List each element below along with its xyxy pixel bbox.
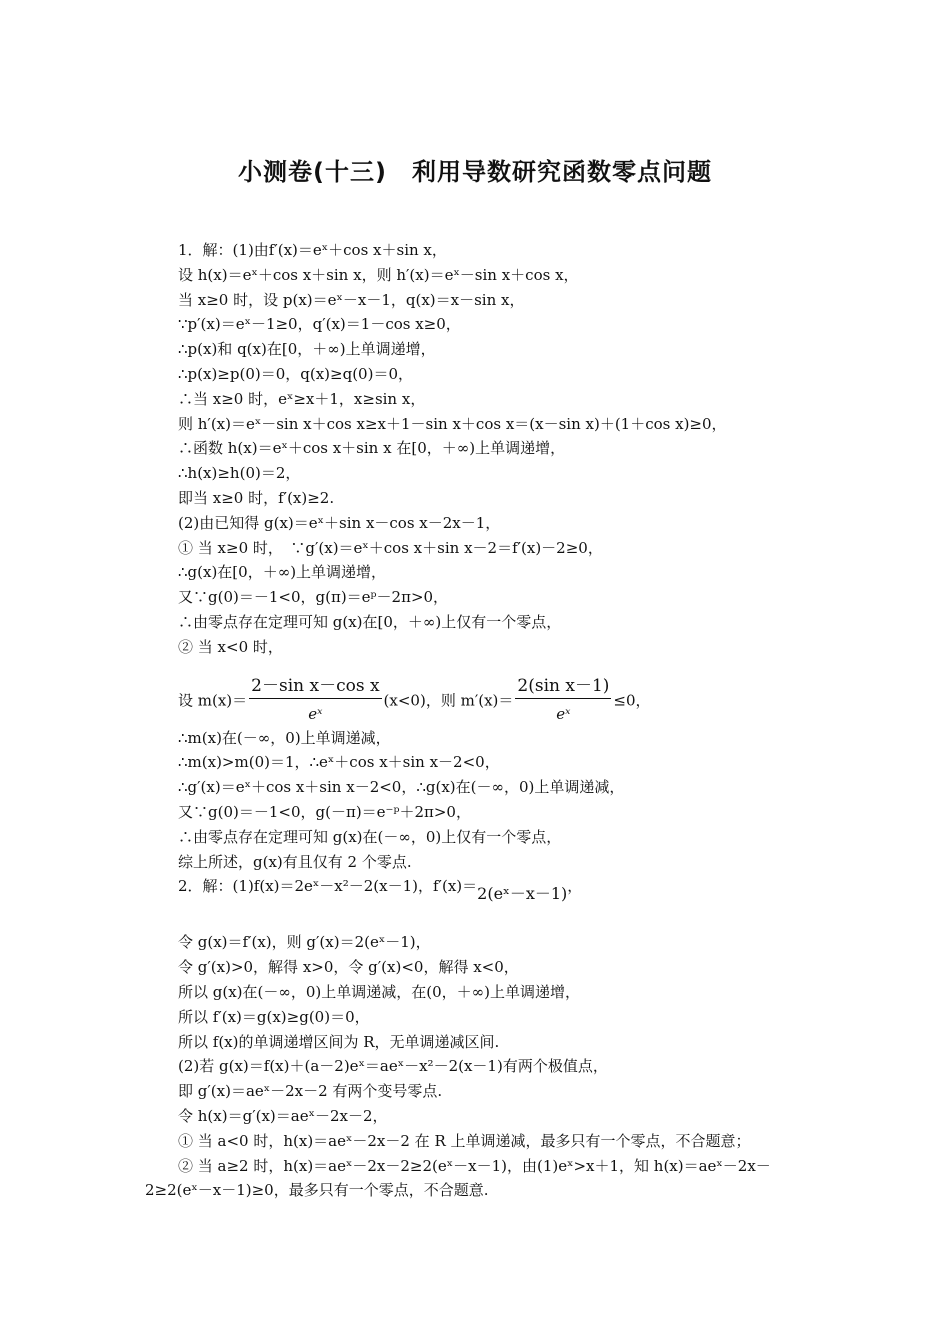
fraction-numerator: 2(sin x－1) <box>515 674 611 699</box>
text-line: 1．解：(1)由f′(x)＝eˣ＋cos x＋sin x， <box>178 241 447 259</box>
fraction-m <box>249 674 381 729</box>
text-line: 又∵g(0)＝－1<0，g(－π)＝e⁻ᵖ＋2π>0， <box>178 802 471 821</box>
text-line: 当 x≥0 时，设 p(x)＝eˣ－x－1，q(x)＝x－sin x， <box>178 290 525 309</box>
fraction-denominator: eˣ <box>308 704 323 723</box>
solution-body <box>145 238 818 1203</box>
text-line: (2)由已知得 g(x)＝eˣ＋sin x－cos x－2x－1， <box>178 513 501 532</box>
formula-value: 2(eˣ－x－1) <box>477 884 568 904</box>
text-line: 所以 f′(x)＝g(x)≥g(0)＝0， <box>178 1007 370 1026</box>
text-line: ∴p(x)≥p(0)＝0，q(x)≥q(0)＝0， <box>178 364 413 383</box>
text-line: ∴m(x)>m(0)＝1，∴eˣ＋cos x＋sin x－2<0， <box>178 753 500 772</box>
text-line: ② 当 a≥2 时，h(x)＝aeˣ－2x－2≥2(eˣ－x－1)，由(1)eˣ>x＋1，知 h(x)＝aeˣ－2x－2≥2(eˣ－x－1)≥0，最多只有一个零点，不合题意. <box>145 1156 771 1200</box>
formula-suffix: ≤0， <box>613 691 651 710</box>
text-line: 所以 g(x)在(－∞，0)上单调递减，在(0，＋∞)上单调递增， <box>178 982 581 1001</box>
text-line: ∵p′(x)＝eˣ－1≥0，q′(x)＝1－cos x≥0， <box>178 315 461 334</box>
text-line: ∴函数 h(x)＝eˣ＋cos x＋sin x 在[0，＋∞)上单调递增， <box>178 439 566 458</box>
text-line: 令 g′(x)>0，解得 x>0，令 g′(x)<0，解得 x<0， <box>178 958 519 977</box>
text-line: ∴g(x)在[0，＋∞)上单调递增， <box>178 563 387 582</box>
text-line: 即当 x≥0 时，f′(x)≥2. <box>178 488 335 507</box>
text-line: 令 h(x)＝g′(x)＝aeˣ－2x－2， <box>178 1106 388 1125</box>
formula-prefix: 2．解：(1)f(x)＝2eˣ－x²－2(x－1)，f′(x)＝ <box>178 877 478 896</box>
text-line: 综上所述，g(x)有且仅有 2 个零点. <box>178 852 412 871</box>
formula-middle: (x<0)，则 m′(x)＝ <box>383 691 514 710</box>
text-line: ∴p(x)和 q(x)在[0，＋∞)上单调递增， <box>178 340 436 359</box>
text-line: ∴由零点存在定理可知 g(x)在(－∞，0)上仅有一个零点， <box>178 827 562 846</box>
text-line: ∴h(x)≥h(0)＝2， <box>178 464 301 483</box>
fraction-m-prime <box>515 674 611 729</box>
formula-line-f-prime <box>178 874 818 930</box>
text-line: 即 g′(x)＝aeˣ－2x－2 有两个变号零点. <box>178 1082 443 1101</box>
text-line: ∴m(x)在(－∞，0)上单调递减， <box>178 728 391 747</box>
text-line: 设 h(x)＝eˣ＋cos x＋sin x，则 h′(x)＝eˣ－sin x＋cos x， <box>178 265 579 284</box>
text-line: 则 h′(x)＝eˣ－sin x＋cos x≥x＋1－sin x＋cos x＝(x－sin x)＋(1＋cos x)≥0， <box>178 414 727 433</box>
text-line: ① 当 x≥0 时， ∵g′(x)＝eˣ＋cos x＋sin x－2＝f′(x)－2≥0， <box>178 538 603 557</box>
text-line: 所以 f(x)的单调递增区间为 R，无单调递减区间. <box>178 1032 500 1051</box>
text-line: 令 g(x)＝f′(x)，则 g′(x)＝2(eˣ－1)， <box>178 933 431 952</box>
fraction-numerator: 2－sin x－cos x <box>249 674 381 699</box>
formula-suffix: ， <box>567 877 583 896</box>
text-line: ∴g′(x)＝eˣ＋cos x＋sin x－2<0，∴g(x)在(－∞，0)上单调递减， <box>178 778 625 797</box>
page-title: 小测卷(十三) 利用导数研究函数零点问题 <box>238 158 712 186</box>
text-line: ∴由零点存在定理可知 g(x)在[0，＋∞)上仅有一个零点， <box>178 612 562 631</box>
text-line: (2)若 g(x)＝f(x)＋(a－2)eˣ＝aeˣ－x²－2(x－1)有两个极值点， <box>178 1057 608 1076</box>
text-line: ② 当 x<0 时， <box>178 637 283 656</box>
formula-line-m <box>178 660 818 722</box>
formula-prefix: 设 m(x)＝ <box>178 691 248 710</box>
fraction-denominator: eˣ <box>556 704 571 723</box>
text-line: 又∵g(0)＝－1<0，g(π)＝eᵖ－2π>0， <box>178 588 449 607</box>
text-line: ∴当 x≥0 时，eˣ≥x＋1，x≥sin x， <box>178 389 426 408</box>
text-line: ① 当 a<0 时，h(x)＝aeˣ－2x－2 在 R 上单调递减，最多只有一个零点，不合题意； <box>178 1131 751 1150</box>
